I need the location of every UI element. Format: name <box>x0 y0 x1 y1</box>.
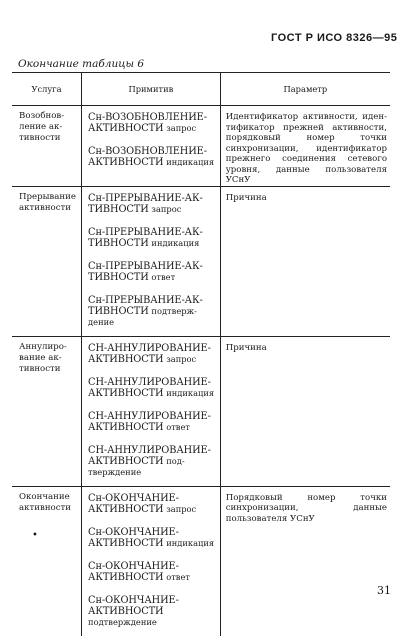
column-header-service: Услуга <box>12 73 82 106</box>
primitive-name: Сн-ПРЕРЫВАНИЕ-АКТИВНОСТИ <box>88 192 203 215</box>
primitive-name: Сн-ВОЗОБНОВЛЕНИЕ-АКТИВНОСТИ <box>88 146 207 168</box>
table-row <box>12 336 390 486</box>
primitive-type: подтверждение <box>88 616 157 627</box>
primitive-entry <box>88 261 216 283</box>
primitive-type: запрос <box>151 203 182 214</box>
primitives-cell <box>82 486 221 636</box>
parameter-cell: Порядковый номер точки синхронизации, данные пользователя УСнУ <box>225 492 387 524</box>
table-row <box>12 106 390 187</box>
primitive-name: Сн-ОКОНЧАНИЕ-АКТИВНОСТИ <box>88 492 179 515</box>
primitive-name: Сн-ОКОНЧАНИЕ-АКТИВНОСТИ <box>88 560 179 583</box>
primitive-entry <box>88 227 216 249</box>
column-header-parameter: Параметр <box>220 73 390 106</box>
primitive-entry <box>88 146 216 168</box>
primitive-entry <box>88 445 216 478</box>
service-cell: Возобновление активности <box>12 106 82 187</box>
primitive-name: Сн-ПРЕРЫВАНИЕ-АКТИВНОСТИ <box>88 260 203 283</box>
primitive-entry <box>88 112 216 134</box>
primitive-type: ответ <box>166 571 190 582</box>
primitive-name: Сн-ОКОНЧАНИЕ-АКТИВНОСТИ <box>88 594 179 617</box>
service-label: Окончание активности <box>19 491 72 513</box>
primitive-type: индикация <box>166 387 215 398</box>
primitive-entry <box>88 193 216 215</box>
primitive-type: ответ <box>151 271 176 282</box>
primitives-cell <box>82 186 221 336</box>
primitive-name: Сн-ОКОНЧАНИЕ-АКТИВНОСТИ <box>88 526 179 549</box>
page-number: 31 <box>377 584 391 597</box>
primitive-type: запрос <box>166 353 197 364</box>
primitive-entry <box>88 295 216 328</box>
table-header-row <box>12 73 390 106</box>
primitive-entry <box>88 493 216 515</box>
primitive-type: запрос <box>166 503 197 514</box>
table-row <box>12 186 390 336</box>
primitive-type: подтверждение <box>88 305 197 327</box>
primitives-cell <box>82 106 221 187</box>
primitive-name: СН-АННУЛИРОВАНИЕ-АКТИВНОСТИ <box>88 410 211 433</box>
primitive-type: индикация <box>151 237 200 248</box>
primitive-name: СН-АННУЛИРОВАНИЕ-АКТИВНОСТИ <box>88 444 211 467</box>
primitive-type: запрос <box>166 123 197 133</box>
primitive-type: индикация <box>166 537 215 548</box>
primitive-name: СН-АННУЛИРОВАНИЕ-АКТИВНОСТИ <box>88 342 211 365</box>
primitive-name: СН-АННУЛИРОВАНИЕ-АКТИВНОСТИ <box>88 376 211 399</box>
primitive-entry <box>88 527 216 549</box>
primitive-entry <box>88 411 216 433</box>
table-row <box>12 486 390 636</box>
service-cell <box>12 486 82 636</box>
primitive-type: индикация <box>166 157 215 167</box>
primitives-table <box>12 72 390 636</box>
primitive-entry <box>88 377 216 399</box>
service-cell: Прерывание активности <box>12 186 82 336</box>
column-header-primitive: Примитив <box>82 73 221 106</box>
primitive-type: подтверждение <box>88 455 185 477</box>
document-header: ГОСТ Р ИСО 8326—95 <box>271 32 398 44</box>
service-cell: Аннулирование активности <box>12 336 82 486</box>
primitive-entry <box>88 561 216 583</box>
primitive-entry <box>88 595 216 628</box>
parameter-cell: Причина <box>220 186 390 336</box>
table-caption: Окончание таблицы 6 <box>18 58 145 70</box>
primitive-name: Сн-ПРЕРЫВАНИЕ-АКТИВНОСТИ <box>88 294 203 317</box>
primitives-cell <box>82 336 221 486</box>
bullet-mark: • <box>32 529 38 541</box>
primitive-name: Сн-ВОЗОБНОВЛЕНИЕ-АКТИВНОСТИ <box>88 112 207 134</box>
primitive-type: ответ <box>166 421 190 432</box>
primitive-entry <box>88 343 216 365</box>
parameter-cell: Идентификатор активности, идентификатор прежней активности, порядковый номер точки синхронизации, идентификатор прежнего соединения сетевого уровня, данные пользователя УСнУ <box>220 106 390 187</box>
parameter-cell: Причина <box>220 336 390 486</box>
primitive-name: Сн-ПРЕРЫВАНИЕ-АКТИВНОСТИ <box>88 226 203 249</box>
